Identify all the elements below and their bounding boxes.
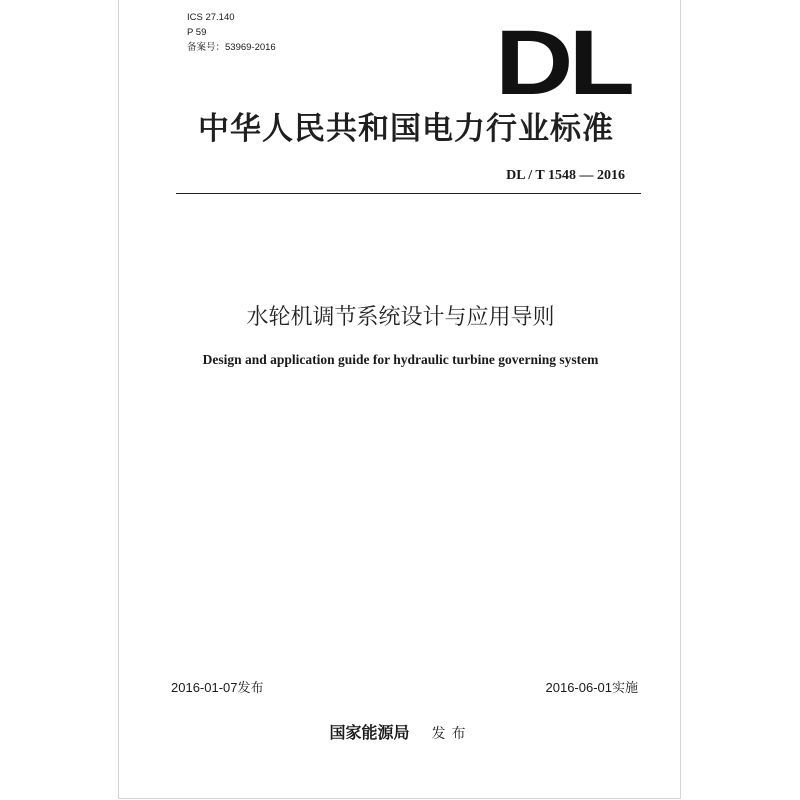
implementation-date: 2016-06-01实施 (545, 680, 638, 695)
document-title-chinese: 水轮机调节系统设计与应用导则 (246, 305, 555, 330)
publisher-name: 国家能源局 (329, 723, 410, 742)
standard-code: DL / T 1548 — 2016 (506, 168, 625, 183)
publisher-line (119, 720, 682, 743)
publish-verb: 发布 (431, 726, 472, 742)
document-cover (118, 0, 681, 799)
issue-date: 2016-01-07发布 (171, 680, 264, 695)
document-title-english: Design and application guide for hydraulic turbine governing system (202, 352, 599, 367)
ics-code: ICS 27.140 (187, 12, 235, 23)
dl-logo: DL (495, 12, 631, 114)
header-divider (176, 193, 641, 194)
standard-type-title: 中华人民共和国电力行业标准 (198, 111, 614, 147)
record-number: 备案号：53969-2016 (187, 42, 276, 53)
classification-code: P 59 (187, 27, 207, 38)
